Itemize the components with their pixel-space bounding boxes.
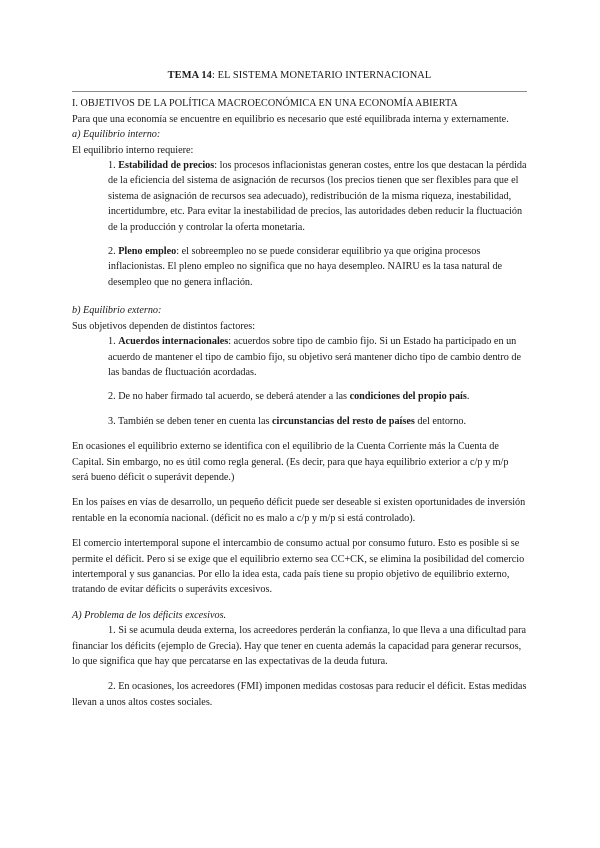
list-item: 2. Pleno empleo: el sobreempleo no se puede considerar equilibrio ya que origina procesos inflacionistas. El pleno empleo no significa que no haya desempleo. NAIRU es la tasa natural de desempleo que no genera inflación. — [108, 246, 503, 288]
list-item: 2. En ocasiones, los acreedores (FMI) imponen medidas costosas para reducir el déficit. Estas medidas llevan a unos altos costes sociales. — [72, 681, 527, 708]
subheading-equilibrio-externo: b) Equilibrio externo: — [72, 305, 162, 317]
body-paragraph: El comercio intertemporal supone el intercambio de consumo actual por consumo futuro. Esto es posible si se permite el déficit. Pero si se exige que el equilibrio externo sea CC+CK, se elimina la posibilidad del comercio intertemporal y sus ganancias. Por ello la idea esta, cada país tiene su propio objetivo de equilibrio externo, tratando de evitar déficits o superávits excesivos. — [72, 538, 525, 596]
page-title: TEMA 14: EL SISTEMA MONETARIO INTERNACIONAL — [167, 70, 432, 81]
title-rule — [72, 91, 527, 92]
subheading-deficits: A) Problema de los déficits excesivos. — [72, 609, 227, 621]
document-page — [72, 68, 527, 710]
list-item: 1. Acuerdos internacionales: acuerdos sobre tipo de cambio fijo. Si un Estado ha participado en un acuerdo de mantener el tipo de cambio fijo, su objetivo será mantener dicho tipo de cambio dentro de las bandas de fluctuación acordadas. — [108, 336, 522, 378]
lead-text: Sus objetivos dependen de distintos factores: — [72, 320, 256, 332]
subheading-equilibrio-interno: a) Equilibrio interno: — [72, 129, 161, 141]
section-heading: I. OBJETIVOS DE LA POLÍTICA MACROECONÓMICA EN UNA ECONOMÍA ABIERTA — [72, 98, 458, 110]
list-item: 1. Estabilidad de precios: los procesos inflacionistas generan costes, entre los que destacan la pérdida de la eficiencia del sistema de asignación de recursos (los precios tienen que ser flexibles para que el sistema de asignación de recursos sea adecuado), redistribución de la misma riqueza, inestabilidad, incertidumbre, etc. Para evitar la inestabilidad de precios, las autoridades deben reducir la fluctuación de la producción y controlar la oferta monetaria. — [108, 160, 527, 233]
body-paragraph: En ocasiones el equilibrio externo se identifica con el equilibrio de la Cuenta Corriente más la Cuenta de Capital. Sin embargo, no es útil como regla general. (Es decir, para que haya equilibrio exterior a c/p y m/p será bueno déficit o superávit depende.) — [72, 441, 509, 483]
lead-text: El equilibrio interno requiere: — [72, 144, 194, 156]
body-paragraph: En los países en vías de desarrollo, un pequeño déficit puede ser deseable si existen oportunidades de inversión rentable en la economía nacional. (déficit no es malo a c/p y m/p si está controlado). — [72, 497, 526, 524]
list-item: 2. De no haber firmado tal acuerdo, se deberá atender a las condiciones del propio país. — [108, 391, 470, 403]
list-item: 1. Si se acumula deuda externa, los acreedores perderán la confianza, lo que lleva a una dificultad para financiar los déficits (ejemplo de Grecia). Hay que tener en cuenta además la capacidad para generar recursos, lo que significa que hay que percatarse en las expectativas de la deuda futura. — [72, 625, 527, 667]
intro-paragraph: Para que una economía se encuentre en equilibrio es necesario que esté equilibrada interna y externamente. — [72, 113, 509, 125]
list-item: 3. También se deben tener en cuenta las circunstancias del resto de países del entorno. — [108, 415, 467, 427]
